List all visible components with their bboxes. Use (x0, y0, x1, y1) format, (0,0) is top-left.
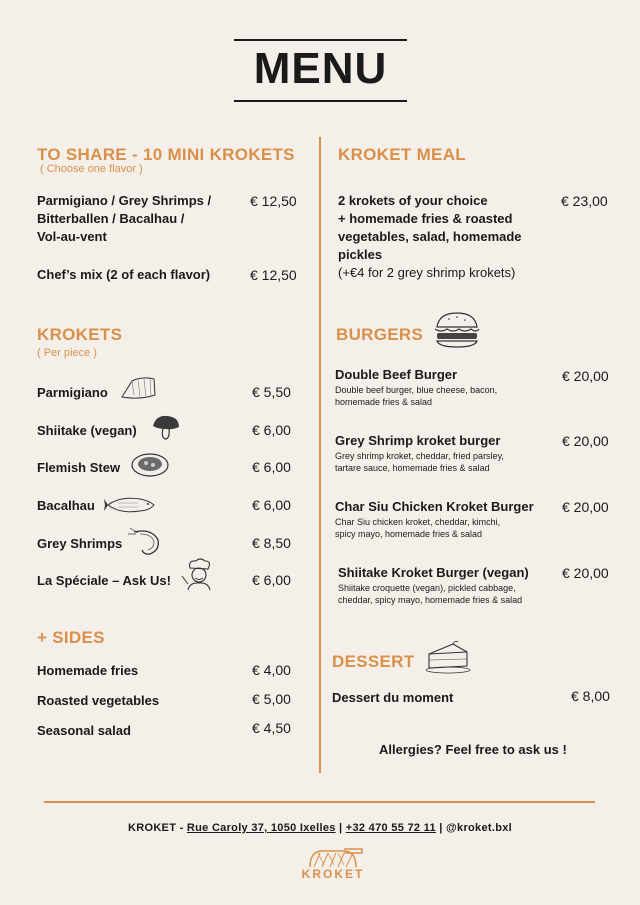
kroket-item-name: Shiitake (vegan) (37, 423, 137, 438)
kroket-meal-note: (+€4 for 2 grey shrimp krokets) (338, 265, 516, 280)
burgers-title: BURGERS (336, 325, 424, 344)
burger-item-price: € 20,00 (562, 368, 609, 384)
allergies-note: Allergies? Feel free to ask us ! (379, 742, 567, 757)
burger-item-price: € 20,00 (562, 565, 609, 581)
mushroom-icon (150, 413, 182, 441)
burger-item-name: Shiitake Kroket Burger (vegan) (338, 565, 529, 580)
logo-wordmark: KROKET (301, 867, 365, 881)
dessert-item-price: € 8,00 (571, 688, 610, 704)
burger-item-description (335, 451, 504, 474)
kroket-item-name: Bacalhau (37, 498, 95, 513)
to-share-line-2: Bitterballen / Bacalhau / (37, 211, 185, 226)
burger-icon (433, 309, 481, 349)
kroket-meal-line-2: + homemade fries & roasted (338, 211, 513, 226)
sides-title: + SIDES (37, 628, 105, 647)
cheese-icon (120, 375, 158, 401)
kroket-item-price: € 5,50 (252, 384, 291, 400)
chef-icon (180, 556, 216, 592)
footer-separator: - (179, 822, 184, 834)
footer-pipe: | (339, 822, 343, 834)
to-share-subtitle: ( Choose one flavor ) (40, 163, 143, 175)
title-rule-top (234, 39, 407, 41)
burger-item-price: € 20,00 (562, 433, 609, 449)
kroket-meal-line-4: pickles (338, 247, 383, 262)
footer-social-handle: @kroket.bxl (446, 822, 513, 834)
burger-item-description (335, 385, 497, 408)
kroket-meal-description (338, 192, 548, 282)
column-divider (319, 137, 321, 773)
to-share-line-1: Parmigiano / Grey Shrimps / (37, 193, 212, 208)
kroket-meal-price: € 23,00 (561, 193, 608, 209)
to-share-line-3: Vol-au-vent (37, 229, 107, 244)
kroket-item-price: € 6,00 (252, 497, 291, 513)
krokets-title: KROKETS (37, 325, 123, 344)
kroket-item-name: La Spéciale – Ask Us! (37, 573, 171, 588)
footer-pipe: | (439, 822, 443, 834)
burger-desc-line: Double beef burger, blue cheese, bacon, (335, 385, 498, 395)
footer-brand: KROKET (127, 822, 177, 834)
kroket-meal-line-1: 2 krokets of your choice (338, 193, 488, 208)
side-item-name: Seasonal salad (37, 723, 131, 738)
side-item-name: Roasted vegetables (37, 693, 160, 708)
to-share-price-1: € 12,50 (250, 193, 297, 209)
cake-slice-icon (425, 638, 471, 674)
to-share-item-chefs-mix: Chef’s mix (2 of each flavor) (37, 267, 211, 282)
side-item-price: € 4,00 (252, 662, 291, 678)
burger-item-description (335, 517, 500, 540)
to-share-item-flavors (37, 192, 211, 246)
kroket-item-name: Parmigiano (37, 385, 108, 400)
page-title: MENU (253, 44, 388, 93)
shrimp-icon (128, 526, 164, 558)
burger-desc-line: homemade fries & salad (335, 396, 433, 407)
to-share-title: TO SHARE - 10 MINI KROKETS (37, 145, 295, 164)
side-item-name: Homemade fries (37, 663, 139, 678)
footer-contact (0, 822, 640, 834)
to-share-price-2: € 12,50 (250, 267, 297, 283)
burger-desc-line: tartare sauce, homemade fries & salad (335, 462, 490, 473)
burger-desc-line: Char Siu chicken kroket, cheddar, kimchi, (335, 517, 501, 527)
fish-icon (104, 494, 160, 516)
title-rule-bottom (234, 100, 407, 102)
footer-phone-link[interactable]: +32 470 55 72 11 (345, 822, 436, 834)
footer-address-link[interactable]: Rue Caroly 37, 1050 Ixelles (186, 822, 336, 834)
kroket-item-name: Grey Shrimps (37, 536, 123, 551)
kroket-item-price: € 6,00 (252, 459, 291, 475)
burger-desc-line: spicy mayo, homemade fries & salad (335, 528, 483, 539)
burger-item-price: € 20,00 (562, 499, 609, 515)
kroket-item-name: Flemish Stew (37, 460, 121, 475)
burger-desc-line: Grey shrimp kroket, cheddar, fried parsley, (335, 451, 504, 461)
kroket-item-price: € 6,00 (252, 572, 291, 588)
stew-bowl-icon (130, 451, 170, 479)
burger-desc-line: Shiitake croquette (vegan), pickled cabbage, (338, 583, 516, 593)
burger-item-name: Grey Shrimp kroket burger (335, 433, 501, 448)
kroket-meal-line-3: vegetables, salad, homemade (338, 229, 522, 244)
side-item-price: € 4,50 (252, 720, 291, 736)
burger-item-name: Double Beef Burger (335, 367, 458, 382)
kroket-item-price: € 6,00 (252, 422, 291, 438)
kroket-meal-title: KROKET MEAL (338, 145, 466, 164)
dessert-item-name: Dessert du moment (332, 690, 454, 705)
kroket-item-price: € 8,50 (252, 535, 291, 551)
krokets-subtitle: ( Per piece ) (37, 347, 97, 359)
dessert-title: DESSERT (332, 652, 415, 671)
footer-divider (44, 801, 595, 803)
burger-desc-line: cheddar, spicy mayo, homemade fries & salad (338, 594, 523, 605)
burger-item-description (338, 583, 522, 606)
burger-item-name: Char Siu Chicken Kroket Burger (335, 499, 534, 514)
side-item-price: € 5,00 (252, 691, 291, 707)
